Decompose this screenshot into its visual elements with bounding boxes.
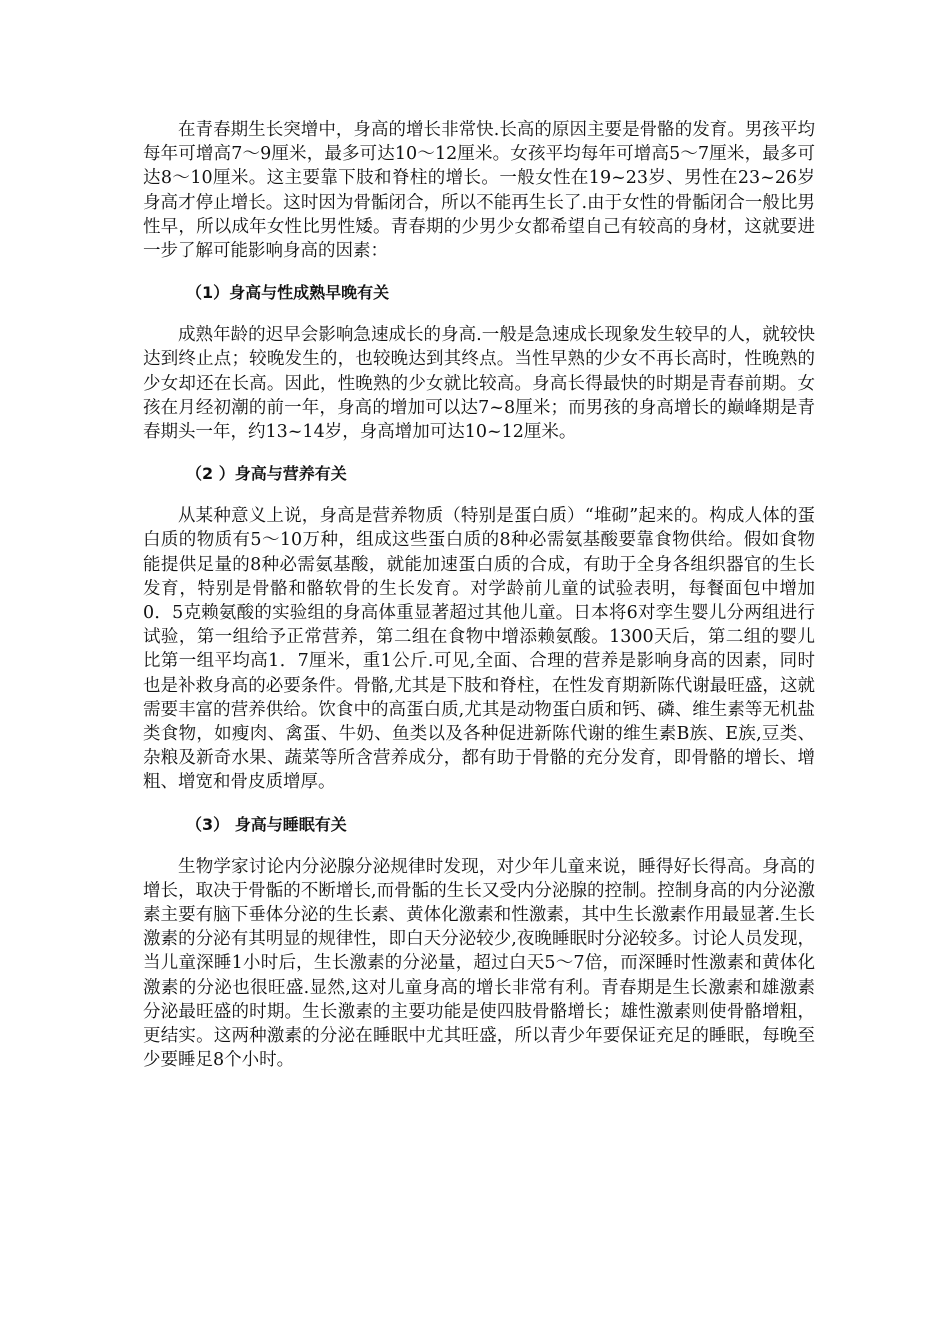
spacer	[143, 444, 815, 462]
section-heading-sleep: （3） 身高与睡眠有关	[186, 814, 347, 834]
section-heading-nutrition: （2 ）身高与营养有关	[186, 464, 347, 484]
article-body	[143, 118, 815, 1073]
intro-paragraph: 在青春期生长突增中，身高的增长非常快.长高的原因主要是骨骼的发育。男孩平均每年可增高7～9厘米，最多可达10～12厘米。女孩平均每年可增高5～7厘米，最多可达8～10厘米。这主要靠下肢和脊柱的增长。一般女性在19~23岁、男性在23~26岁身高才停止增长。这时因为骨骺闭合，所以不能再生长了.由于女性的骨骺闭合一般比男性早，所以成年女性比男性矮。青春期的少男少女都希望自己有较高的身材，这就要进一步了解可能影响身高的因素：	[143, 120, 815, 262]
section-heading-maturity: （1）身高与性成熟早晚有关	[186, 283, 390, 303]
section-body-sleep: 生物学家讨论内分泌腺分泌规律时发现，对少年儿童来说，睡得好长得高。身高的增长，取决于骨骺的不断增长,而骨骺的生长又受内分泌腺的控制。控制身高的内分泌激素主要有脑下垂体分泌的生长素、黄体化激素和性激素，其中生长激素作用最显著.生长激素的分泌有其明显的规律性，即白天分泌较少,夜晚睡眠时分泌较多。讨论人员发现，当儿童深睡1小时后，生长激素的分泌量，超过白天5～7倍，而深睡时性激素和黄体化激素的分泌也很旺盛.显然,这对儿童身高的增长非常有利。青春期是生长激素和雄激素分泌最旺盛的时期。生长激素的主要功能是使四肢骨骼增长；雄性激素则使骨骼增粗，更结实。这两种激素的分泌在睡眠中尤其旺盛，所以青少年要保证充足的睡眠，每晚至少要睡足8个小时。	[143, 856, 815, 1071]
section-body-nutrition: 从某种意义上说，身高是营养物质（特别是蛋白质）“堆砌”起来的。构成人体的蛋白质的物质有5～10万种，组成这些蛋白质的8种必需氨基酸要靠食物供给。假如食物能提供足量的8种必需氨基酸，就能加速蛋白质的合成，有助于全身各组织器官的生长发育，特别是骨骼和骼软骨的生长发育。对学龄前儿童的试验表明，每餐面包中增加0．5克赖氨酸的实验组的身高体重显著超过其他儿童。日本将6对孪生婴儿分两组进行试验，第一组给予正常营养，第二组在食物中增添赖氨酸。1300天后，第二组的婴儿比第一组平均高1．7厘米，重1公斤.可见,全面、合理的营养是影响身高的因素，同时也是补救身高的必要条件。骨骼,尤其是下肢和脊柱，在性发育期新陈代谢最旺盛，这就需要丰富的营养供给。饮食中的高蛋白质,尤其是动物蛋白质和钙、磷、维生素等无机盐类食物，如瘦肉、禽蛋、牛奶、鱼类以及各种促进新陈代谢的维生素B族、E族,豆类、杂粮及新奇水果、蔬菜等所含营养成分，都有助于骨骼的充分发育，即骨骼的增长、增粗、增宽和骨皮质增厚。	[143, 506, 815, 793]
spacer	[143, 305, 815, 323]
spacer	[143, 263, 815, 281]
section-body-maturity: 成熟年龄的迟早会影响急速成长的身高.一般是急速成长现象发生较早的人，就较快达到终止点；较晚发生的，也较晚达到其终点。当性早熟的少女不再长高时，性晚熟的少女却还在长高。因此，性晚熟的少女就比较高。身高长得最快的时期是青春前期。女孩在月经初潮的前一年，身高的增加可以达7~8厘米；而男孩的身高增长的巅峰期是青春期头一年，约13~14岁，身高增加可达10~12厘米。	[143, 325, 815, 443]
spacer	[143, 837, 815, 855]
spacer	[143, 486, 815, 504]
spacer	[143, 795, 815, 813]
